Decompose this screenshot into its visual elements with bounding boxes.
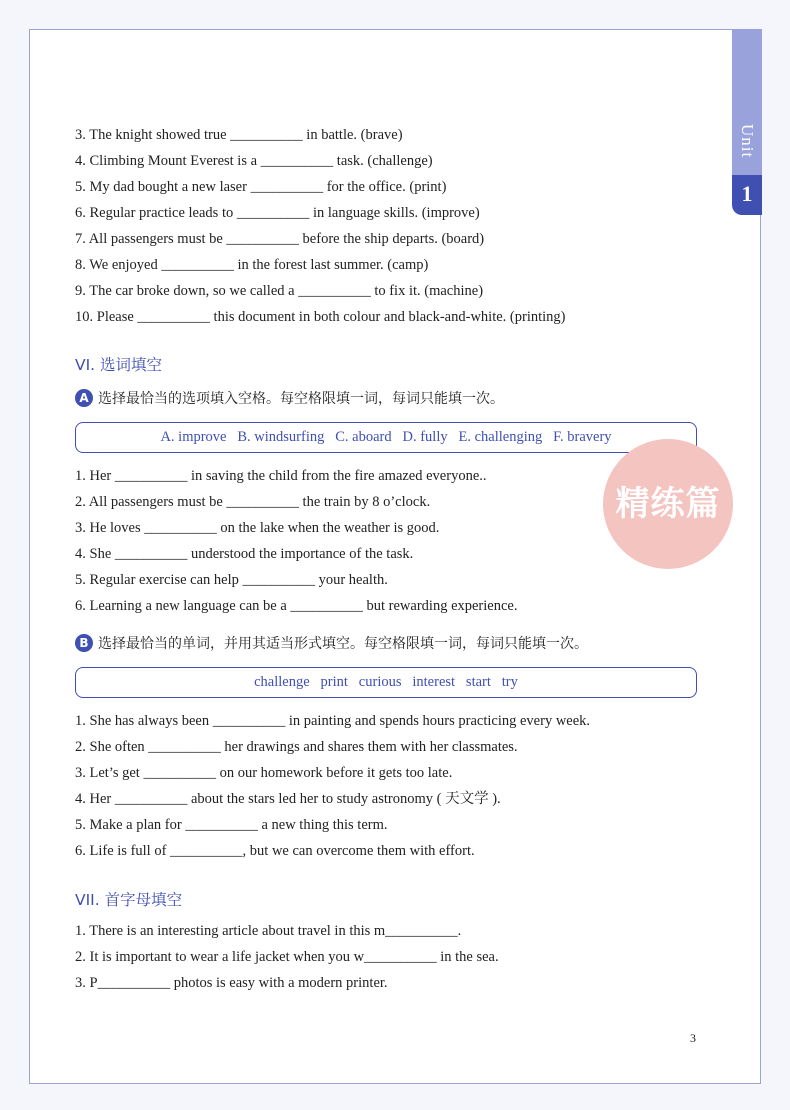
question-item: 5. Regular exercise can help __________ your health. bbox=[75, 572, 388, 588]
question-item: 6. Regular practice leads to __________ in language skills. (improve) bbox=[75, 205, 480, 221]
part-a-badge: A bbox=[75, 389, 93, 407]
part-b-instruction: 选择最恰当的单词，并用其适当形式填空。每空格限填一词，每词只能填一次。 bbox=[98, 636, 588, 652]
word-bank-a: A. improve B. windsurfing C. aboard D. fully E. challenging F. bravery bbox=[75, 422, 697, 453]
question-item: 3. P__________ photos is easy with a modern printer. bbox=[75, 975, 388, 991]
question-item: 7. All passengers must be __________ before the ship departs. (board) bbox=[75, 231, 485, 247]
question-item: 9. The car broke down, so we called a __________ to fix it. (machine) bbox=[75, 283, 484, 299]
part-b-badge: B bbox=[75, 634, 93, 652]
question-item: 10. Please __________ this document in both colour and black-and-white. (printing) bbox=[75, 309, 566, 325]
question-item: 3. He loves __________ on the lake when the weather is good. bbox=[75, 520, 440, 536]
practice-stamp: 精练篇 bbox=[603, 439, 733, 569]
unit-tab bbox=[732, 29, 762, 215]
question-item: 1. Her __________ in saving the child from the fire amazed everyone.. bbox=[75, 468, 487, 484]
question-item: 4. Climbing Mount Everest is a __________ task. (challenge) bbox=[75, 153, 433, 169]
question-item: 1. She has always been __________ in painting and spends hours practicing every week. bbox=[75, 713, 591, 729]
part-a-instruction-row bbox=[75, 388, 504, 408]
question-item: 2. All passengers must be __________ the train by 8 o’clock. bbox=[75, 494, 431, 510]
question-item: 6. Life is full of __________, but we can overcome them with effort. bbox=[75, 843, 475, 859]
page-number: 3 bbox=[690, 1031, 696, 1045]
question-item: 3. The knight showed true __________ in battle. (brave) bbox=[75, 127, 403, 143]
question-item: 4. She __________ understood the importance of the task. bbox=[75, 546, 414, 562]
question-item: 5. Make a plan for __________ a new thing this term. bbox=[75, 817, 388, 833]
section-title-vi: VI. 选词填空 bbox=[75, 356, 163, 374]
question-item: 3. Let’s get __________ on our homework before it gets too late. bbox=[75, 765, 453, 781]
question-item: 2. It is important to wear a life jacket when you w__________ in the sea. bbox=[75, 949, 499, 965]
question-item: 4. Her __________ about the stars led her to study astronomy ( 天文学 ). bbox=[75, 791, 501, 807]
unit-tab-label: Unit bbox=[738, 124, 757, 159]
question-item: 8. We enjoyed __________ in the forest last summer. (camp) bbox=[75, 257, 429, 273]
part-a-instruction: 选择最恰当的选项填入空格。每空格限填一词，每词只能填一次。 bbox=[98, 391, 504, 407]
question-item: 5. My dad bought a new laser __________ for the office. (print) bbox=[75, 179, 447, 195]
section-title-vii: VII. 首字母填空 bbox=[75, 891, 183, 909]
question-item: 1. There is an interesting article about travel in this m__________. bbox=[75, 923, 462, 939]
question-item: 6. Learning a new language can be a __________ but rewarding experience. bbox=[75, 598, 518, 614]
unit-tab-number: 1 bbox=[732, 175, 762, 215]
word-bank-b: challenge print curious interest start try bbox=[75, 667, 697, 698]
part-b-instruction-row bbox=[75, 633, 588, 653]
question-item: 2. She often __________ her drawings and shares them with her classmates. bbox=[75, 739, 518, 755]
